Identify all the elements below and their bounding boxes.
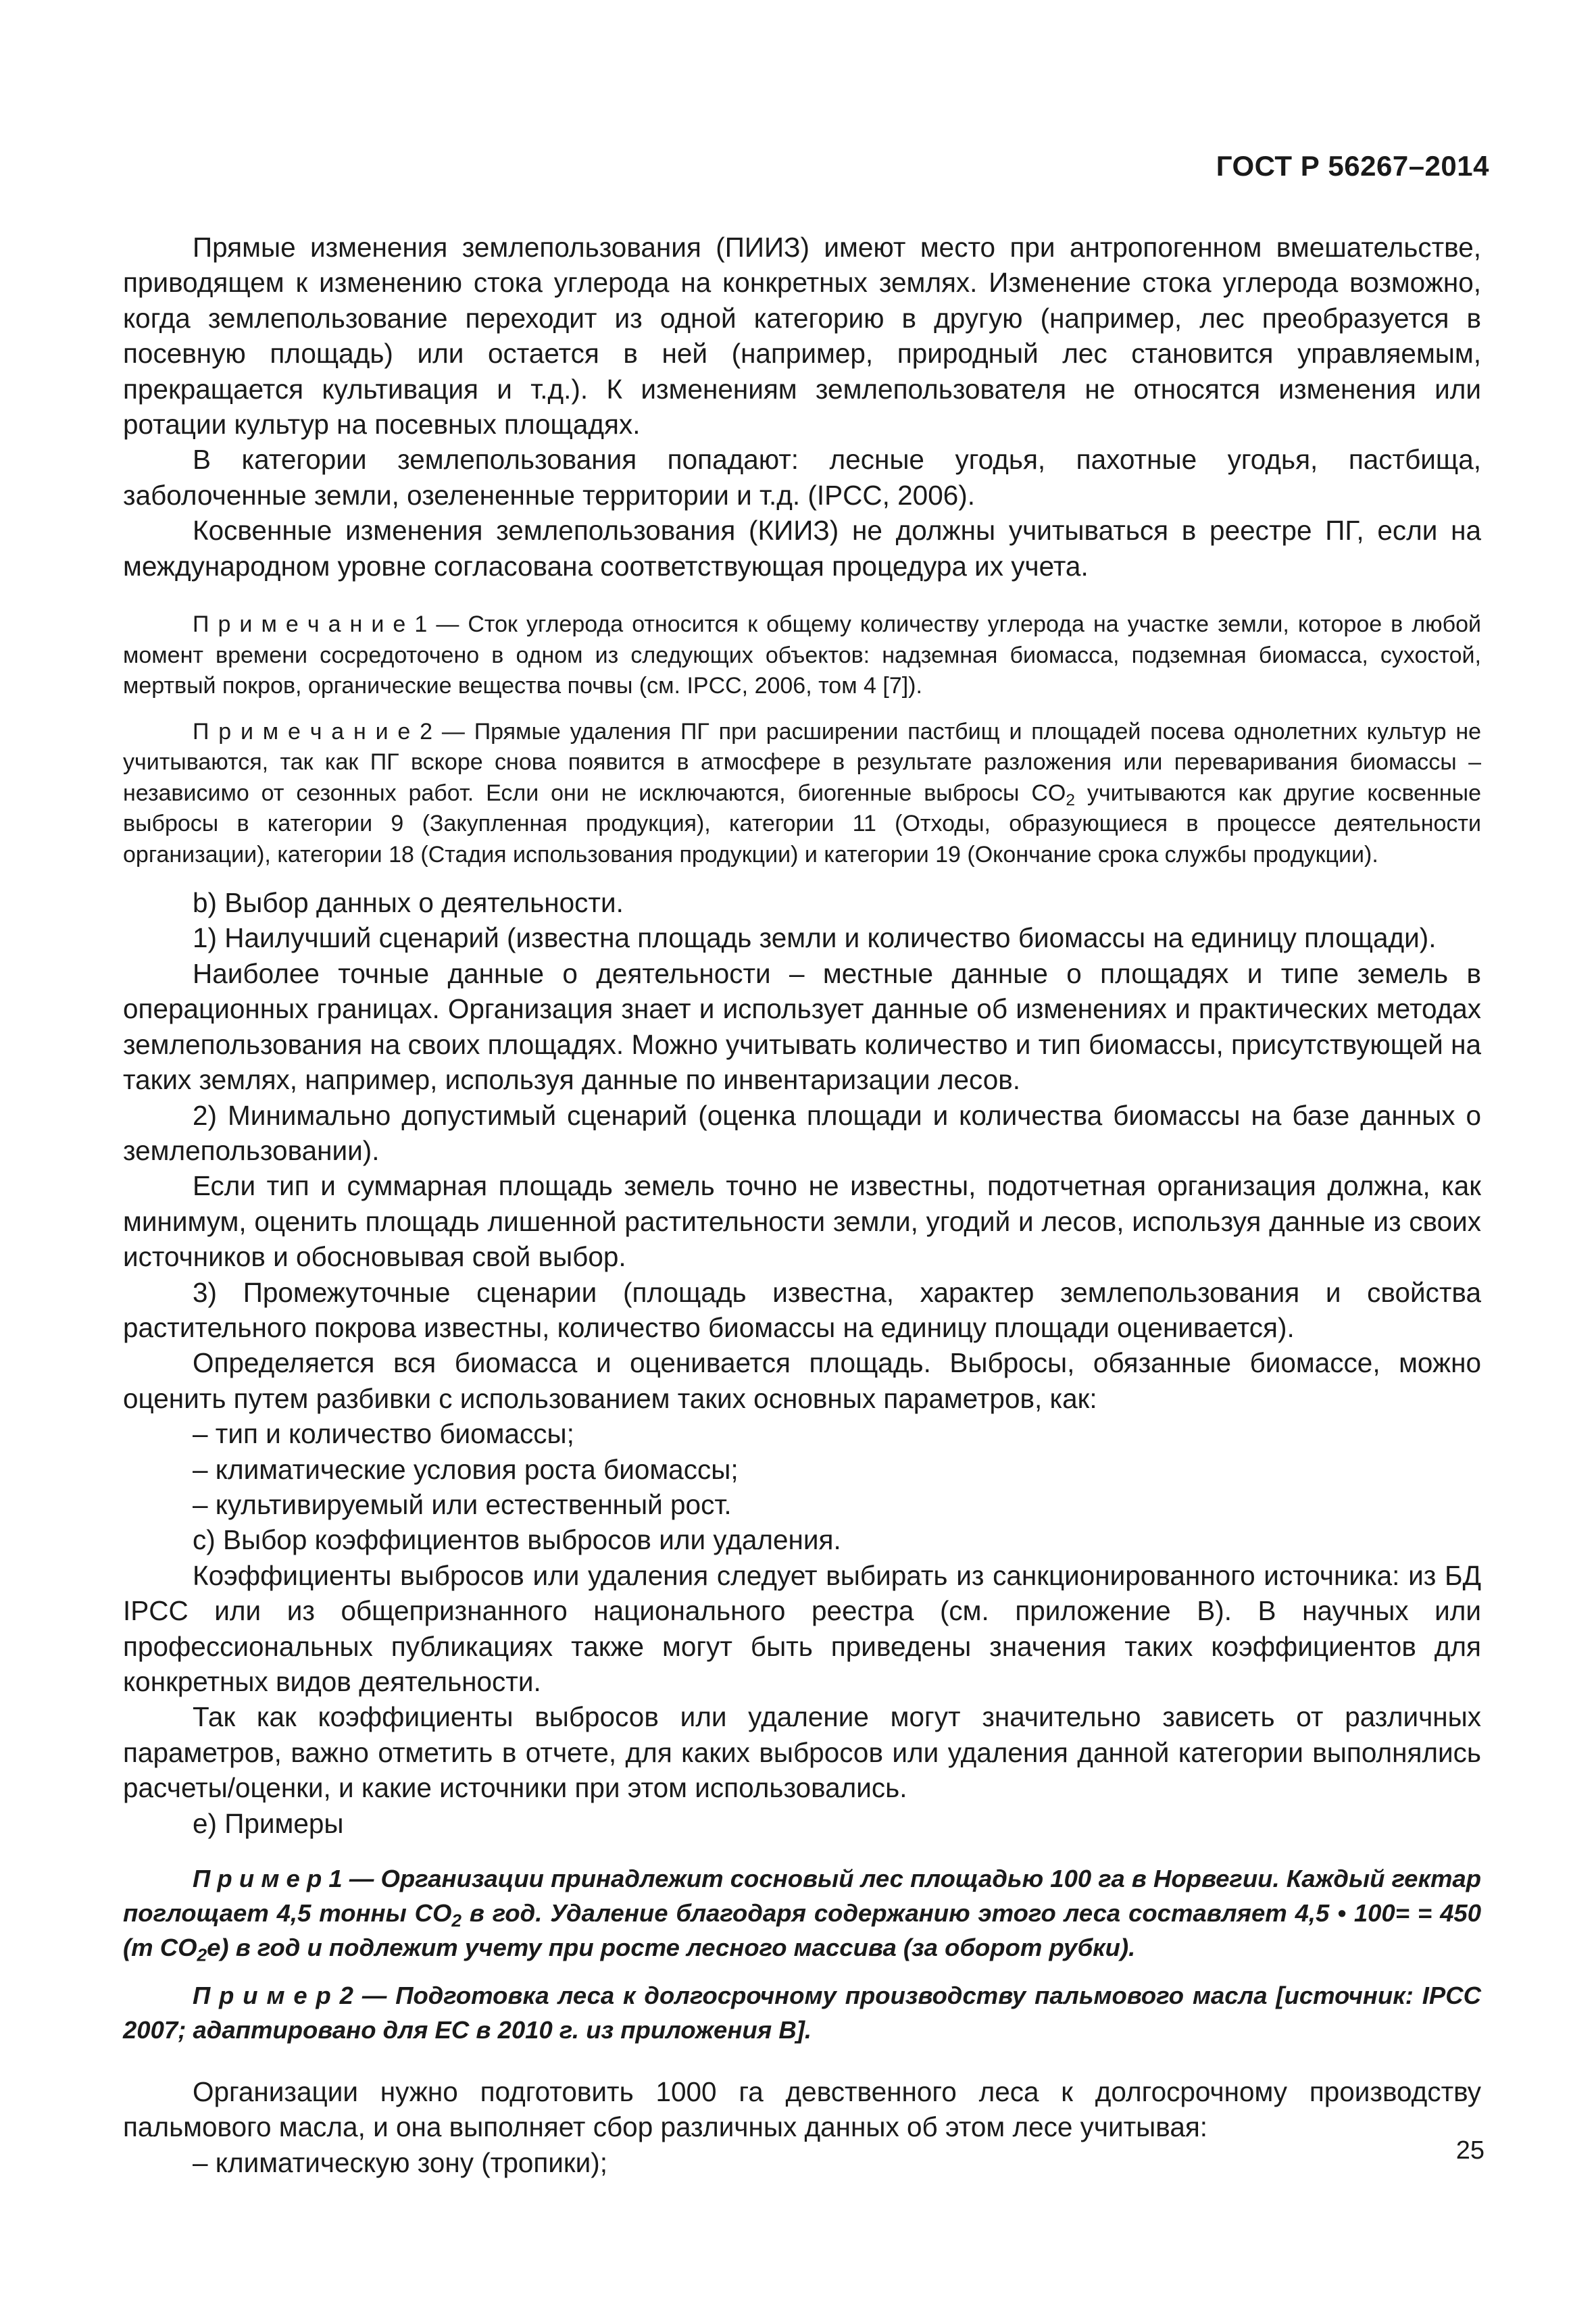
heading-b-activity-data: b) Выбор данных о деятельности. bbox=[193, 887, 624, 919]
paragraph-direct-land-use-change: Прямые изменения землепользования (ПИИЗ) имеют место при антропогенном вмешательстве, приводящем к изменению стока углерода на конкретных землях. Изменение стока углерода возможно, когда землепользование переходит из одной категорию в другую (например, лес преобразуется в посевную площадь) или остается в ней (например, природный лес становится управляемым, прекращается культивация и т.д.). К изменениям землепользователя не относятся изменения или ротации культур на посевных площадях. bbox=[123, 232, 1481, 441]
heading-c-emission-factors: с) Выбор коэффициентов выбросов или удаления. bbox=[193, 1524, 841, 1556]
example-2-text: — Подготовка леса к долгосрочному производству пальмового масла [источник: IPCC 2007; адаптировано для ЕС в 2010 г. из приложения В]. bbox=[123, 1982, 1481, 2044]
paragraph-emission-factors-source: Коэффициенты выбросов или удаления следует выбирать из санкционированного источника: из БД IPCC или из общепризнанного национального реестра (см. приложение В). В научных или профессиональных публикациях также могут быть приведены значения таких коэффициентов для конкретных видов деятельности. bbox=[123, 1559, 1481, 1697]
example-1 bbox=[123, 1861, 1481, 1965]
scenario-3-heading: 3) Промежуточные сценарии (площадь известна, характер землепользования и свойства растительного покрова известны, количество биомассы на единицу площади оценивается). bbox=[123, 1276, 1481, 1343]
scenario-1-text: Наиболее точные данные о деятельности – местные данные о площадях и типе земель в операционных границах. Организация знает и использует данные об изменениях и практических методах землепользования на своих площадях. Можно учитывать количество и тип биомассы, присутствующей на таких землях, например, используя данные по инвентаризации лесов. bbox=[123, 957, 1481, 1096]
scenario-1-heading: 1) Наилучший сценарий (известна площадь земли и количество биомассы на единицу площади). bbox=[193, 922, 1437, 954]
example-1-subscript-2: 2 bbox=[197, 1944, 207, 1965]
list-item-biomass-type: – тип и количество биомассы; bbox=[193, 1418, 574, 1450]
note-1-text: — Сток углерода относится к общему количеству углерода на участке земли, которое в любой момент времени сосредоточено в одном из следующих объектов: надземная биомасса, подземная биомасса, сухостой, мертвый покров, органические вещества почвы (см. IPCC, 2006, том 4 [7]). bbox=[123, 611, 1481, 699]
example-1-subscript-1: 2 bbox=[451, 1910, 462, 1931]
paragraph-indirect-land-use-change: Косвенные изменения землепользования (КИИЗ) не должны учитываться в реестре ПГ, если на международном уровне согласована соответствующая процедура их учета. bbox=[123, 515, 1481, 582]
note-2-text-a: — Прямые удаления ПГ при расширении пастбищ и площадей посева однолетних культур не учитываются, так как ПГ вскоре снова появится в атмосфере в результате разложения или переваривания биомассы – независимо от сезонных работ. Если они не исключаются, биогенные выбросы CO bbox=[123, 718, 1482, 806]
scenario-2-text: Если тип и суммарная площадь земель точно не известны, подотчетная организация должна, как минимум, оценить площадь лишенной растительности земли, угодий и лесов, используя данные из своих источников и обосновывая свой выбор. bbox=[123, 1170, 1481, 1273]
example-1-text-c: е) в год и подлежит учету при росте лесного массива (за оборот рубки). bbox=[207, 1934, 1136, 1962]
list-item-climate-conditions: – климатические условия роста биомассы; bbox=[193, 1453, 739, 1485]
paragraph-land-use-categories: В категории землепользования попадают: лесные угодья, пахотные угодья, пастбища, заболоченные земли, озелененные территории и т.д. (IPCC, 2006). bbox=[123, 444, 1481, 511]
note-1-label: П р и м е ч а н и е 1 bbox=[193, 611, 428, 638]
example-2-label: П р и м е р 2 bbox=[193, 1982, 353, 2010]
note-2-subscript: 2 bbox=[1066, 790, 1075, 809]
note-2-label: П р и м е ч а н и е 2 bbox=[193, 718, 433, 745]
page-body bbox=[123, 230, 1481, 2180]
list-item-growth-type: – культивируемый или естественный рост. bbox=[193, 1488, 732, 1520]
note-2-text-b: учитываются как другие косвенные выбросы в категории 9 (Закупленная продукция), категории 11 (Отходы, образующиеся в процессе деятельности организации), категории 18 (Стадия использования продукции) и категории 19 (Окончание срока службы продукции). bbox=[123, 780, 1481, 867]
note-1 bbox=[123, 609, 1481, 702]
example-1-text-b: в год. Удаление благодаря содержанию этого леса составляет 4,5 • 100= = 450 (т CO bbox=[123, 1899, 1481, 1962]
example-2 bbox=[123, 1978, 1481, 2047]
paragraph-emission-factors-reporting: Так как коэффициенты выбросов или удаление могут значительно зависеть от различных параметров, важно отметить в отчете, для каких выбросов или удаления данной категории выполнялись расчеты/оценки, и какие источники при этом использовались. bbox=[123, 1701, 1481, 1804]
standard-designation: ГОСТ Р 56267–2014 bbox=[1216, 150, 1489, 182]
example-1-label: П р и м е р 1 bbox=[193, 1865, 343, 1893]
list-item-climate-zone: – климатическую зону (тропики); bbox=[193, 2146, 608, 2178]
example-1-text-a: — Организации принадлежит сосновый лес площадью 100 га в Норвегии. Каждый гектар поглощает 4,5 тонны CO bbox=[123, 1865, 1482, 1928]
heading-e-examples: е) Примеры bbox=[193, 1807, 344, 1839]
page-number: 25 bbox=[1455, 2136, 1485, 2165]
scenario-2-heading: 2) Минимально допустимый сценарий (оценка площади и количества биомассы на базе данных о землепользовании). bbox=[123, 1099, 1481, 1166]
paragraph-palm-oil-preparation: Организации нужно подготовить 1000 га девственного леса к долгосрочному производству пальмового масла, и она выполняет сбор различных данных об этом лесе учитывая: bbox=[123, 2076, 1481, 2143]
scenario-3-text: Определяется вся биомасса и оценивается площадь. Выбросы, обязанные биомассе, можно оценить путем разбивки с использованием таких основных параметров, как: bbox=[123, 1347, 1481, 1414]
note-2 bbox=[123, 717, 1481, 871]
